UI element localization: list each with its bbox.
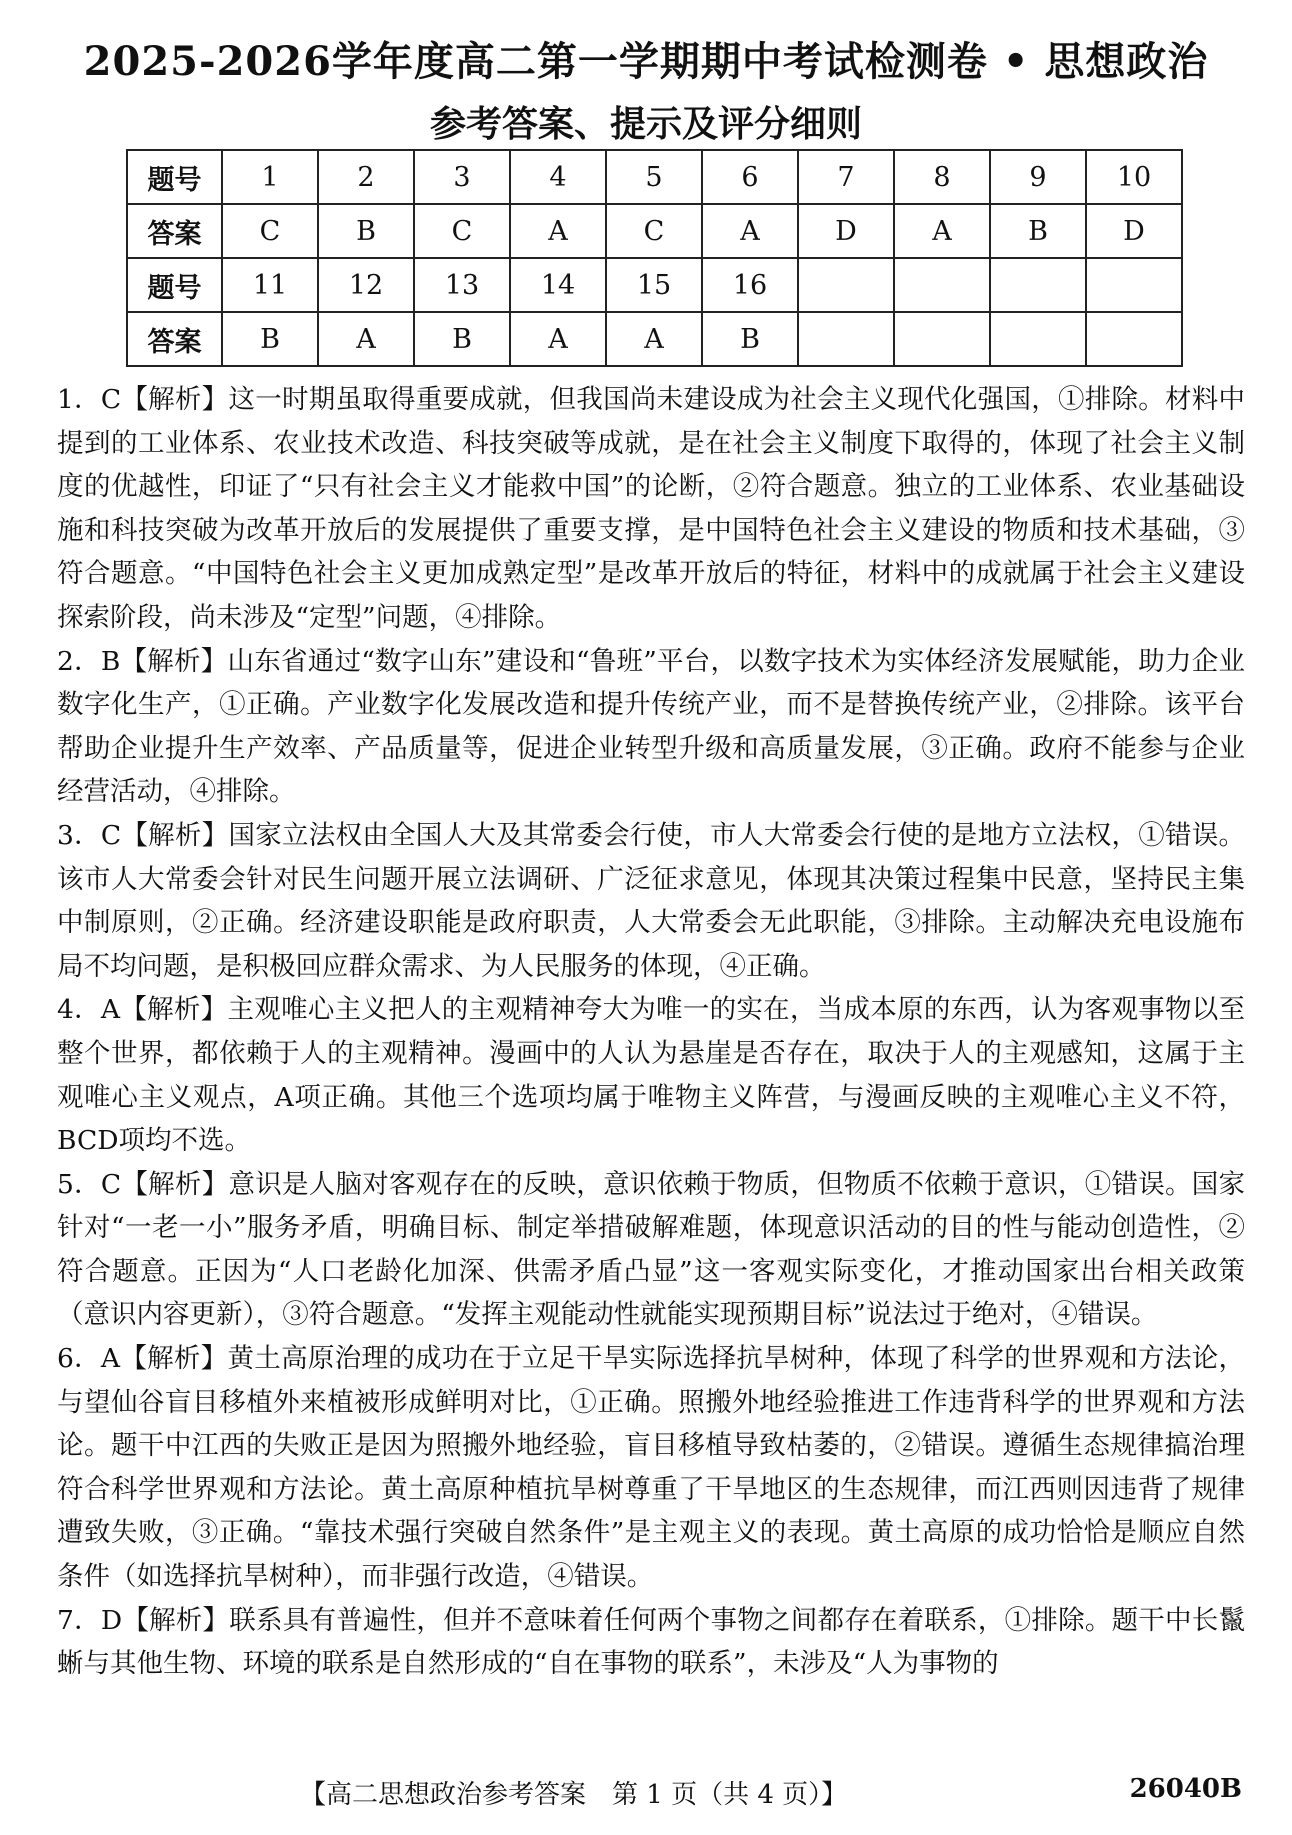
table-cell: 6: [702, 150, 798, 204]
page-info: 【高二思想政治参考答案 第 1 页（共 4 页）】: [300, 1780, 848, 1810]
table-cell: B: [222, 312, 318, 366]
analysis-tag: 【解析】: [121, 819, 229, 851]
explanation-item: [57, 1337, 1245, 1599]
explanation-text: 国家立法权由全国人大及其常委会行使，市人大常委会行使的是地方立法权，①错误。该市人大常委会针对民生问题开展立法调研、广泛征求意见，体现其决策过程集中民意，坚持民主集中制原则，②正确。经济建设职能是政府职责，人大常委会无此职能，③排除。主动解决充电设施布局不均问题，是积极回应群众需求、为人民服务的体现，④正确。: [57, 819, 1246, 982]
table-cell: B: [414, 312, 510, 366]
table-cell: [990, 312, 1086, 366]
question-number: 1．C: [57, 384, 122, 415]
row-label: 答案: [127, 204, 222, 258]
table-row: [127, 150, 1182, 204]
explanation-text: 主观唯心主义把人的主观精神夸大为唯一的实在，当成本原的东西，认为客观事物以至整个世界，都依赖于人的主观精神。漫画中的人认为悬崖是否存在，取决于人的主观感知，这属于主观唯心主义观点，A项正确。其他三个选项均属于唯物主义阵营，与漫画反映的主观唯心主义不符，BCD项均不选。: [57, 994, 1246, 1157]
answer-table: [126, 149, 1183, 367]
table-cell: [990, 258, 1086, 312]
table-cell: 10: [1086, 150, 1182, 204]
table-cell: A: [894, 204, 990, 258]
table-cell: D: [1086, 204, 1182, 258]
table-cell: A: [510, 312, 606, 366]
analysis-tag: 【解析】: [121, 384, 229, 415]
table-cell: C: [414, 204, 510, 258]
explanation-item: [57, 378, 1245, 640]
page-title: 2025-2026学年度高二第一学期期中考试检测卷 • 思想政治: [83, 38, 1209, 85]
table-row: [127, 204, 1182, 258]
table-cell: 13: [414, 258, 510, 312]
table-cell: A: [510, 204, 606, 258]
row-label: 题号: [127, 258, 222, 312]
table-cell: 7: [798, 150, 894, 204]
table-row: [127, 258, 1182, 312]
table-cell: [894, 258, 990, 312]
page-subtitle: 参考答案、提示及评分细则: [429, 103, 862, 145]
table-cell: 8: [894, 150, 990, 204]
table-cell: 11: [222, 258, 318, 312]
table-cell: D: [798, 204, 894, 258]
explanation-item: [57, 988, 1245, 1162]
table-cell: A: [318, 312, 414, 366]
table-cell: 16: [702, 258, 798, 312]
table-cell: 1: [222, 150, 318, 204]
table-cell: 12: [318, 258, 414, 312]
table-cell: 5: [606, 150, 702, 204]
question-number: 4．A: [57, 994, 121, 1026]
table-cell: [1086, 312, 1182, 366]
analysis-tag: 【解析】: [120, 994, 228, 1026]
table-cell: C: [222, 204, 318, 258]
table-row: [127, 312, 1182, 366]
analysis-tag: 【解析】: [120, 1343, 228, 1375]
table-cell: B: [990, 204, 1086, 258]
table-cell: 4: [510, 150, 606, 204]
question-number: 2．B: [57, 645, 121, 677]
table-cell: B: [702, 312, 798, 366]
explanation-item: [57, 640, 1245, 814]
table-cell: A: [606, 312, 702, 366]
table-cell: [798, 258, 894, 312]
table-cell: 9: [990, 150, 1086, 204]
explanation-text: 意识是人脑对客观存在的反映，意识依赖于物质，但物质不依赖于意识，①错误。国家针对“一老一小”服务矛盾，明确目标、制定举措破解难题，体现意识活动的目的性与能动创造性，②符合题意。正因为“人口老龄化加深、供需矛盾凸显”这一客观实际变化，才推动国家出台相关政策（意识内容更新），③符合题意。“发挥主观能动性就能实现预期目标”说法过于绝对，④错误。: [57, 1168, 1246, 1331]
explanation-item: [57, 814, 1245, 988]
explanations: [57, 378, 1245, 1686]
table-cell: [894, 312, 990, 366]
table-cell: 15: [606, 258, 702, 312]
question-number: 5．C: [57, 1168, 122, 1200]
table-cell: 3: [414, 150, 510, 204]
table-cell: A: [702, 204, 798, 258]
table-cell: [798, 312, 894, 366]
explanation-text: 这一时期虽取得重要成就，但我国尚未建设成为社会主义现代化强国，①排除。材料中提到的工业体系、农业技术改造、科技突破等成就，是在社会主义制度下取得的，体现了社会主义制度的优越性，印证了“只有社会主义才能救中国”的论断，②符合题意。独立的工业体系、农业基础设施和科技突破为改革开放后的发展提供了重要支撑，是中国特色社会主义建设的物质和技术基础，③符合题意。“中国特色社会主义更加成熟定型”是改革开放后的特征，材料中的成就属于社会主义建设探索阶段，尚未涉及“定型”问题，④排除。: [57, 384, 1246, 633]
explanation-item: [57, 1599, 1245, 1686]
question-number: 6．A: [57, 1343, 121, 1375]
question-number: 7．D: [57, 1604, 123, 1636]
row-label: 题号: [127, 150, 222, 204]
paper-code: 26040B: [1129, 1774, 1242, 1804]
explanation-text: 联系具有普遍性，但并不意味着任何两个事物之间都存在着联系，①排除。题干中长鬣蜥与其他生物、环境的联系是自然形成的“自在事物的联系”，未涉及“人为事物的: [57, 1604, 1246, 1680]
analysis-tag: 【解析】: [120, 645, 228, 677]
analysis-tag: 【解析】: [121, 1168, 229, 1200]
explanation-text: 黄土高原治理的成功在于立足干旱实际选择抗旱树种，体现了科学的世界观和方法论，与望仙谷盲目移植外来植被形成鲜明对比，①正确。照搬外地经验推进工作违背科学的世界观和方法论。题干中江西的失败正是因为照搬外地经验，盲目移植导致枯萎的，②错误。遵循生态规律搞治理符合科学世界观和方法论。黄土高原种植抗旱树尊重了干旱地区的生态规律，而江西则因违背了规律遭致失败，③正确。“靠技术强行突破自然条件”是主观主义的表现。黄土高原的成功恰恰是顺应自然条件（如选择抗旱树种），而非强行改造，④错误。: [57, 1343, 1246, 1593]
explanation-text: 山东省通过“数字山东”建设和“鲁班”平台，以数字技术为实体经济发展赋能，助力企业数字化生产，①正确。产业数字化发展改造和提升传统产业，而不是替换传统产业，②排除。该平台帮助企业提升生产效率、产品质量等，促进企业转型升级和高质量发展，③正确。政府不能参与企业经营活动，④排除。: [57, 645, 1245, 808]
question-number: 3．C: [57, 819, 122, 851]
table-cell: B: [318, 204, 414, 258]
explanation-item: [57, 1163, 1245, 1337]
table-cell: 14: [510, 258, 606, 312]
analysis-tag: 【解析】: [122, 1604, 230, 1636]
table-cell: 2: [318, 150, 414, 204]
table-cell: C: [606, 204, 702, 258]
row-label: 答案: [127, 312, 222, 366]
table-cell: [1086, 258, 1182, 312]
